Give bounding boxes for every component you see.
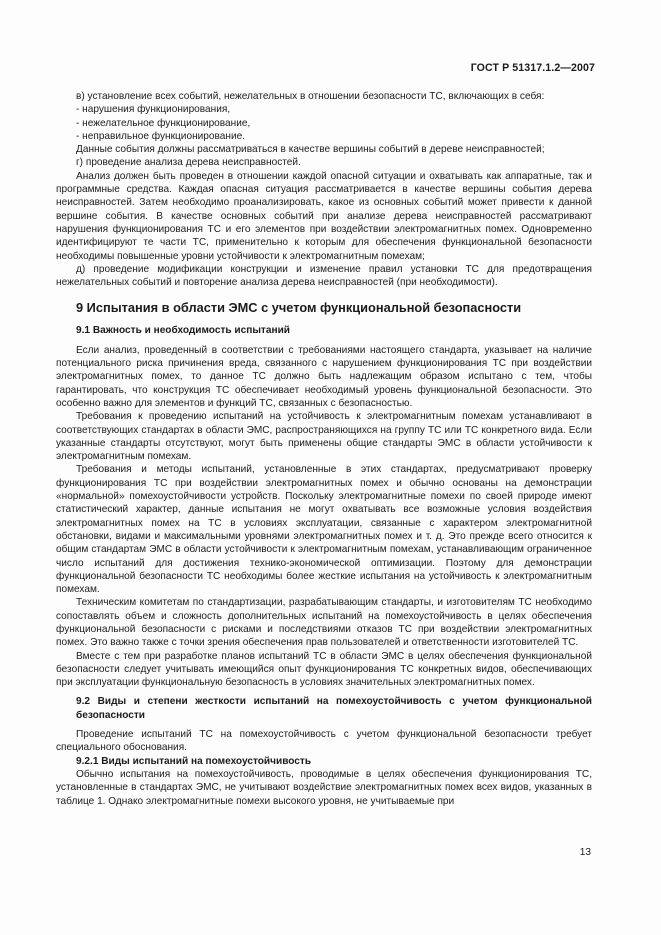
paragraph: Вместе с тем при разработке планов испытаний ТС в области ЭМС в целях обеспечения функциональной безопасности следует учитывать имеющийся опыт функционирования ТС конкретных видов, обеспечивающих при эксплуатации функциональную безопасность в условиях значительных электромагнитных помех. [56,650,592,689]
paragraph: - неправильное функционирование. [76,130,245,142]
section-heading: 9 Испытания в области ЭМС с учетом функциональной безопасности [76,300,522,316]
paragraph: Если анализ, проведенный в соответствии с требованиями настоящего стандарта, указывает на наличие потенциального риска причинения вреда, связанного с нарушением функционирования ТС при воздействии электромагнитных помех, то данное ТС должно быть надлежащим образом испытано с тем, чтобы гарантировать, что конструкция ТС обеспечивает необходимый уровень функциональной безопасности. Это особенно важно для элементов и функций ТС, связанных с безопасностью. [56,344,592,409]
paragraph: Проведение испытаний ТС на помехоустойчивость с учетом функциональной безопасности требует специального обоснования. [56,729,592,754]
paragraph: Обычно испытания на помехоустойчивость, проводимые в целях обеспечения функционирования ТС, установленные в стандартах ЭМС, не учитывают воздействие электромагнитных помех всех видов, указанных в таблице 1. Однако электромагнитные помехи высокого уровня, не учитываемые при [56,768,592,807]
paragraph: Техническим комитетам по стандартизации, разрабатывающим стандарты, и изготовителям ТС необходимо сопоставлять объем и сложность дополнительных испытаний на помехоустойчивость в целях обеспечения функциональной безопасности с рисками и последствиями отказов ТС при воздействии электромагнитных помех. Это важно также с точки зрения обеспечения прав пользователей и ответственности изготовителей ТС. [56,597,592,649]
paragraph: - нежелательное функционирование, [76,117,251,129]
section-heading: 9.2.1 Виды испытаний на помехоустойчивость [76,755,312,767]
paragraph: Данные события должны рассматриваться в качестве вершины событий в дереве неисправностей; [76,144,545,156]
paragraph: Требования к проведению испытаний на устойчивость к электромагнитным помехам устанавливают в соответствующих стандартах в области ЭМС, распространяющихся на группу ТС или ТС конкретного вида. Если указанные стандарты отсутствуют, могут быть применены общие стандарты ЭМС в области устойчивости к электромагнитным помехам. [56,411,592,463]
paragraph: - нарушения функционирования, [76,104,231,116]
paragraph: в) установление всех событий, нежелательных в отношении безопасности ТС, включающих в себя: [76,91,545,102]
spacer [56,689,592,693]
section-heading: 9.2 Виды и степени жесткости испытаний на помехоустойчивость с учетом функциональной безопасности [76,696,592,721]
paragraph: г) проведение анализа дерева неисправностей. [76,157,301,169]
paragraph: д) проведение модификации конструкции и изменение правил установки ТС для предотвращения нежелательных событий и повторение анализа дерева неисправностей (при необходимости). [56,263,592,289]
document-header: ГОСТ Р 51317.1.2—2007 [470,62,595,74]
page-content [56,90,592,808]
paragraph: Анализ должен быть проведен в отношении каждой опасной ситуации и охватывать как аппаратные, так и программные средства. Каждая опасная ситуация рассматривается в качестве вершины события дерева неисправностей. Затем необходимо проанализировать, какое из основных событий может привести к данной вершине события. В качестве основных событий при анализе дерева неисправностей рассматривают нарушения функционирования ТС и его элементов при воздействии электромагнитных помех. Одновременно идентифицируют те части ТС, применительно к которым для обеспечения функциональной безопасности необходимы повышенные уровни устойчивости к электромагнитным помехам; [56,170,592,262]
paragraph: Требования и методы испытаний, установленные в этих стандартах, предусматривают проверку функционирования ТС при воздействии электромагнитных помех и обычно основаны на демонстрации «нормальной» помехоустойчивости устройств. Поскольку электромагнитные помехи по своей природе имеют статистический характер, данные испытания не могут охватывать все возможные условия воздействия электромагнитных помех на ТС в условиях эксплуатации, связанные с характером электромагнитной обстановки, видами и максимальными уровнями электромагнитных помех и т. д. Это прежде всего относится к общим стандартам ЭМС в области устойчивости к электромагнитным помехам, устанавливающим ограниченное число испытаний для достижения технико-экономической оптимизации. Поэтому для демонстрации функциональной безопасности ТС необходимы более жесткие испытания на устойчивость к электромагнитным помехам. [56,464,592,596]
page-number: 13 [579,847,591,858]
section-heading: 9.1 Важность и необходимость испытаний [76,325,290,337]
